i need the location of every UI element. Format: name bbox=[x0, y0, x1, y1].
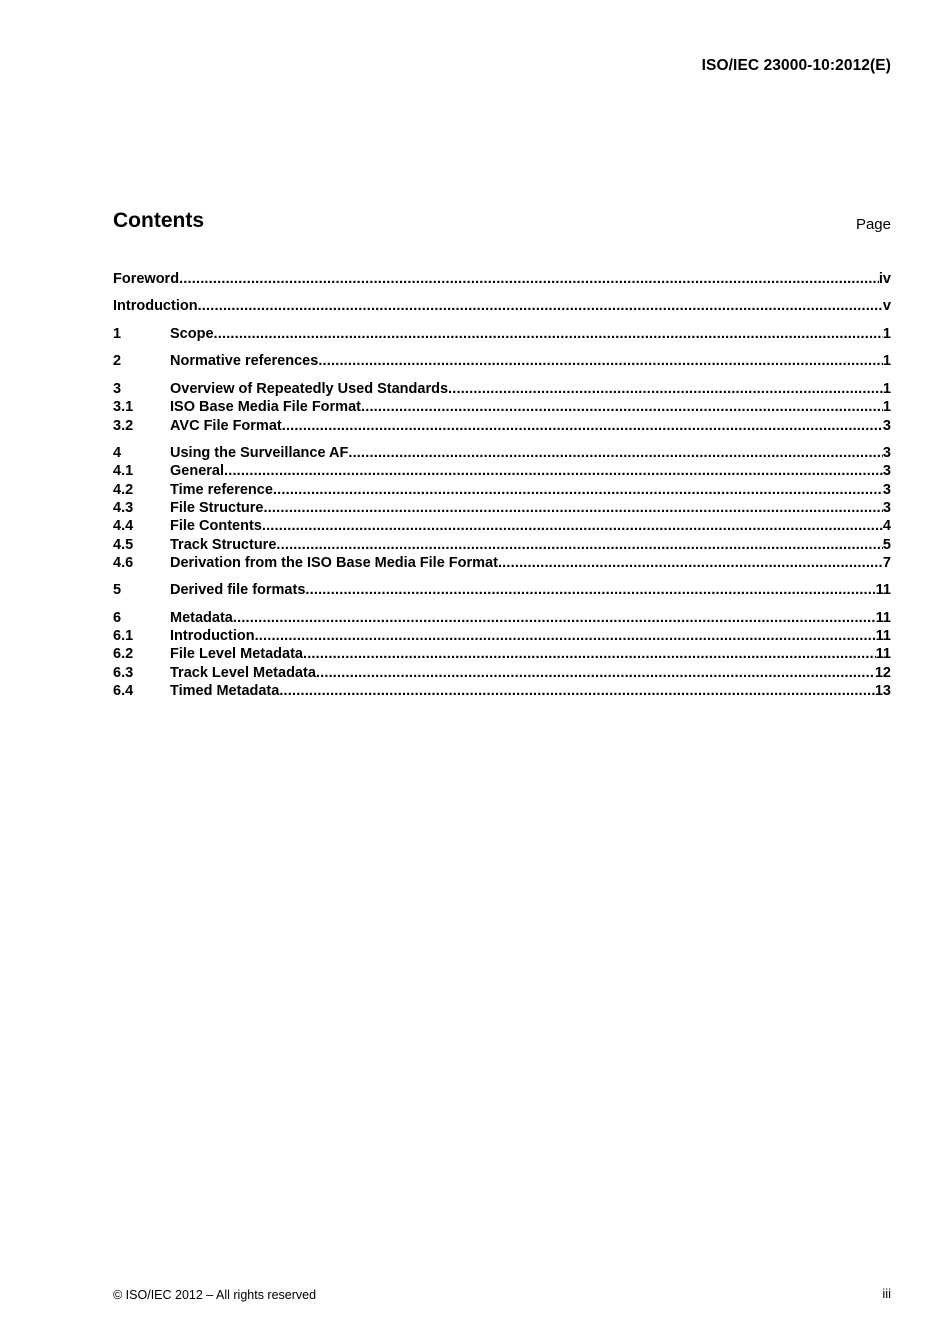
toc-entry[interactable] bbox=[113, 352, 891, 370]
toc-dot-leader bbox=[273, 481, 883, 499]
toc-entry-title: Track Structure bbox=[170, 536, 277, 553]
toc-entry-title: Time reference bbox=[170, 481, 273, 498]
toc-dot-leader bbox=[233, 609, 876, 627]
toc-entry-number: 6.3 bbox=[113, 664, 134, 681]
toc-entry-title: Foreword bbox=[113, 271, 180, 287]
toc-entry[interactable] bbox=[113, 444, 891, 462]
toc-entry-number: 4.3 bbox=[113, 499, 134, 516]
toc-entry-title: Introduction bbox=[113, 298, 198, 315]
page-column-label: Page bbox=[855, 216, 891, 233]
toc-entry-title: Normative references bbox=[170, 353, 319, 370]
toc-entry[interactable] bbox=[113, 380, 891, 398]
toc-entry[interactable] bbox=[113, 609, 891, 627]
toc-entry-page: 3 bbox=[882, 499, 891, 516]
footer-copyright: © ISO/IEC 2012 – All rights reserved bbox=[113, 1288, 317, 1302]
toc-entry-title: Overview of Repeatedly Used Standards bbox=[170, 380, 449, 397]
toc-dot-leader bbox=[263, 499, 882, 517]
table-of-contents bbox=[113, 270, 891, 700]
toc-entry-number: 3 bbox=[113, 380, 122, 397]
toc-entry[interactable] bbox=[113, 536, 891, 554]
toc-dot-leader bbox=[224, 462, 883, 480]
toc-entry[interactable] bbox=[113, 398, 891, 416]
toc-dot-leader bbox=[303, 645, 876, 663]
toc-entry-title: File Structure bbox=[170, 499, 264, 516]
toc-entry[interactable] bbox=[113, 297, 891, 315]
toc-entry[interactable] bbox=[113, 664, 891, 682]
toc-dot-leader bbox=[316, 664, 875, 682]
toc-dot-leader bbox=[448, 380, 883, 398]
toc-entry-page: 12 bbox=[874, 664, 891, 681]
toc-entry-page: 4 bbox=[882, 518, 891, 535]
toc-entry[interactable] bbox=[113, 417, 891, 435]
toc-entry-title: ISO Base Media File Format bbox=[170, 399, 361, 416]
toc-entry-page: 13 bbox=[874, 682, 891, 699]
toc-dot-leader bbox=[361, 398, 883, 416]
toc-entry[interactable] bbox=[113, 627, 891, 645]
toc-entry-page: 1 bbox=[882, 399, 891, 416]
toc-entry-page: 11 bbox=[875, 609, 891, 626]
contents-heading: Contents bbox=[113, 209, 204, 232]
toc-dot-leader bbox=[282, 417, 883, 435]
toc-entry-number: 4.2 bbox=[113, 481, 134, 498]
toc-dot-leader bbox=[498, 554, 883, 572]
toc-entry-title: AVC File Format bbox=[170, 417, 282, 434]
toc-dot-leader bbox=[255, 627, 876, 645]
toc-entry-title: Track Level Metadata bbox=[170, 664, 316, 681]
toc-entry-page: 1 bbox=[882, 380, 891, 397]
toc-dot-leader bbox=[276, 536, 883, 554]
document-identifier: ISO/IEC 23000-10:2012(E) bbox=[701, 57, 891, 74]
toc-entry-page: 3 bbox=[882, 481, 891, 498]
toc-dot-leader bbox=[179, 270, 879, 288]
toc-entry-page: 3 bbox=[882, 463, 891, 480]
toc-entry-number: 6.2 bbox=[113, 646, 134, 663]
toc-entry-number: 3.1 bbox=[113, 399, 134, 416]
toc-dot-leader bbox=[305, 581, 875, 599]
toc-dot-leader bbox=[348, 444, 883, 462]
toc-dot-leader bbox=[262, 517, 883, 535]
toc-entry[interactable] bbox=[113, 325, 891, 343]
toc-entry-page: 3 bbox=[882, 417, 891, 434]
toc-entry-title: File Contents bbox=[170, 518, 262, 535]
toc-entry-title: Scope bbox=[170, 325, 214, 342]
toc-entry-title: Using the Surveillance AF bbox=[170, 445, 349, 462]
toc-entry-number: 5 bbox=[113, 582, 122, 599]
toc-entry[interactable] bbox=[113, 270, 891, 288]
toc-entry-page: 1 bbox=[882, 325, 891, 342]
toc-entry[interactable] bbox=[113, 481, 891, 499]
toc-entry-title: Introduction bbox=[170, 628, 255, 645]
toc-entry-number: 3.2 bbox=[113, 417, 134, 434]
toc-entry-title: Derived file formats bbox=[170, 582, 306, 599]
toc-dot-leader bbox=[318, 352, 883, 370]
toc-entry-title: Metadata bbox=[170, 609, 233, 626]
toc-entry-page: 3 bbox=[882, 445, 891, 462]
toc-entry-number: 2 bbox=[113, 353, 122, 370]
toc-entry-number: 4.6 bbox=[113, 554, 134, 571]
toc-entry-title: Timed Metadata bbox=[170, 682, 280, 699]
toc-entry-number: 4.5 bbox=[113, 536, 134, 553]
toc-entry[interactable] bbox=[113, 682, 891, 700]
toc-entry-page: 11 bbox=[875, 582, 891, 599]
toc-entry-number: 4.1 bbox=[113, 463, 134, 480]
toc-entry-title: General bbox=[170, 463, 224, 480]
toc-entry-number: 1 bbox=[113, 325, 122, 342]
toc-entry-page: iv bbox=[878, 271, 891, 287]
toc-entry[interactable] bbox=[113, 499, 891, 517]
toc-dot-leader bbox=[214, 325, 883, 343]
toc-entry-page: 11 bbox=[875, 646, 891, 663]
toc-dot-leader bbox=[198, 297, 883, 315]
toc-entry-title: Derivation from the ISO Base Media File Format bbox=[170, 554, 498, 571]
toc-entry[interactable] bbox=[113, 462, 891, 480]
toc-entry-page: 1 bbox=[882, 353, 891, 370]
toc-entry[interactable] bbox=[113, 517, 891, 535]
toc-entry[interactable] bbox=[113, 581, 891, 599]
toc-entry-number: 6.4 bbox=[113, 682, 134, 699]
toc-entry-page: 7 bbox=[882, 554, 891, 571]
toc-entry[interactable] bbox=[113, 645, 891, 663]
toc-entry-number: 6 bbox=[113, 609, 122, 626]
toc-entry-page: v bbox=[882, 298, 891, 315]
toc-entry-page: 5 bbox=[882, 536, 891, 553]
toc-dot-leader bbox=[279, 682, 875, 700]
footer-page-number: iii bbox=[882, 1286, 891, 1301]
toc-entry-page: 11 bbox=[875, 628, 891, 645]
toc-entry-number: 4 bbox=[113, 445, 122, 462]
toc-entry-title: File Level Metadata bbox=[170, 646, 303, 663]
toc-entry-number: 4.4 bbox=[113, 518, 134, 535]
toc-entry[interactable] bbox=[113, 554, 891, 572]
toc-entry-number: 6.1 bbox=[113, 628, 134, 645]
